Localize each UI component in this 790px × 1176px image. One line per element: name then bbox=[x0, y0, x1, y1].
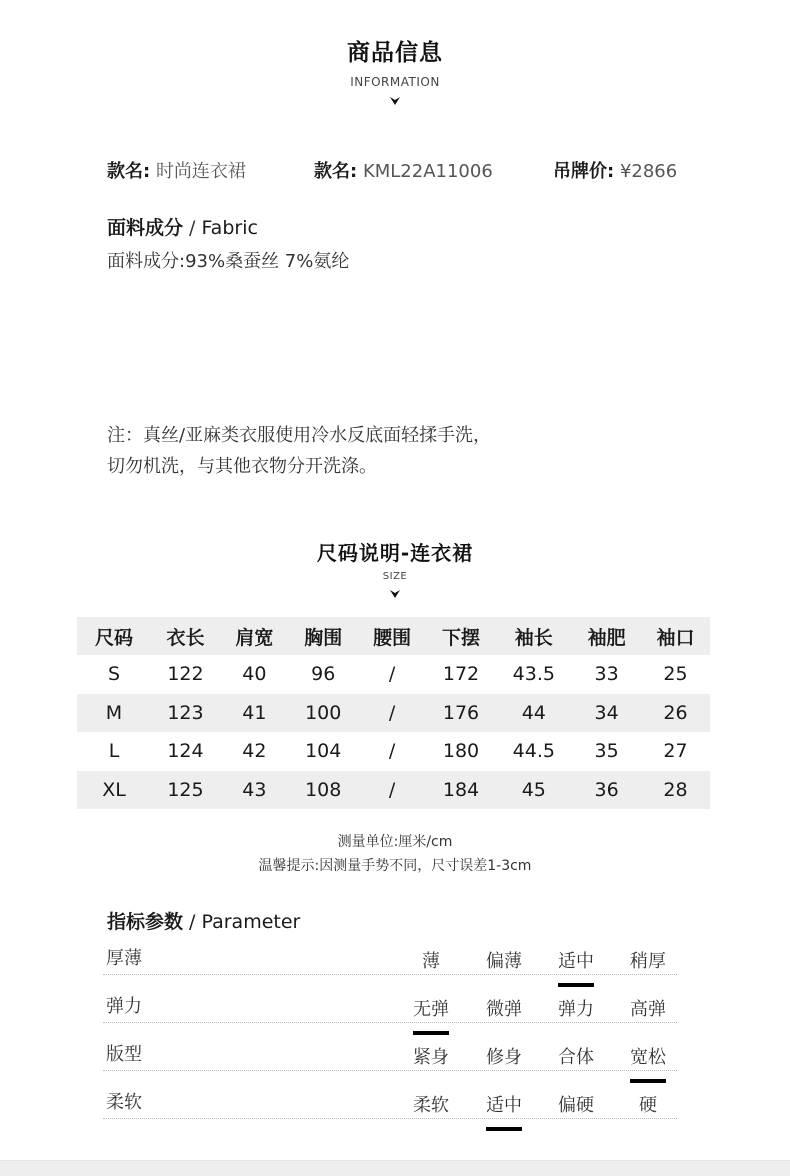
parameter-option-selected: 适中 bbox=[546, 947, 606, 973]
parameter-option: 修身 bbox=[486, 1047, 522, 1068]
bottom-divider-band bbox=[0, 1160, 790, 1176]
fabric-heading bbox=[107, 213, 258, 240]
table-row bbox=[77, 694, 710, 733]
table-cell: 35 bbox=[594, 740, 619, 763]
fabric-composition: 面料成分:93%桑蚕丝 7%氨纶 bbox=[107, 251, 350, 272]
table-cell: 104 bbox=[305, 740, 342, 763]
table-cell: 125 bbox=[167, 778, 204, 801]
info-section-header bbox=[0, 34, 790, 105]
table-cell: 27 bbox=[663, 740, 688, 763]
table-cell: / bbox=[388, 740, 396, 763]
table-cell: 36 bbox=[594, 778, 619, 801]
size-cell: XL bbox=[102, 778, 126, 801]
table-cell: 96 bbox=[311, 663, 336, 686]
parameter-option-selected: 适中 bbox=[474, 1091, 534, 1117]
tag-price-field bbox=[553, 157, 677, 183]
table-cell: 44.5 bbox=[512, 740, 555, 763]
chevron-down-icon bbox=[390, 590, 400, 598]
table-cell: 26 bbox=[663, 701, 688, 724]
parameter-label: 版型 bbox=[106, 1044, 142, 1065]
header-cell: 肩宽 bbox=[235, 626, 274, 649]
table-cell: 42 bbox=[242, 740, 267, 763]
header-cell: 腰围 bbox=[373, 626, 412, 649]
style-name-field bbox=[107, 157, 246, 183]
parameter-label: 弹力 bbox=[106, 996, 142, 1017]
style-name-value: 时尚连衣裙 bbox=[155, 161, 246, 182]
table-cell: 34 bbox=[594, 701, 619, 724]
parameter-option: 偏硬 bbox=[558, 1095, 594, 1116]
table-cell: 100 bbox=[305, 701, 342, 724]
parameter-option: 合体 bbox=[558, 1047, 594, 1068]
table-row bbox=[77, 771, 710, 810]
parameter-option: 紧身 bbox=[413, 1047, 449, 1068]
size-table-header-row bbox=[77, 617, 710, 655]
size-cell: M bbox=[105, 701, 123, 724]
care-note-line-1: 注：真丝/亚麻类衣服使用冷水反底面轻揉手洗， bbox=[107, 425, 492, 446]
table-cell: 184 bbox=[442, 778, 480, 801]
size-section-title: 尺码说明-连衣裙 bbox=[316, 541, 474, 565]
parameter-option: 微弹 bbox=[486, 999, 522, 1020]
style-name-label: 款名: bbox=[107, 161, 151, 182]
table-cell: 122 bbox=[167, 663, 204, 686]
table-cell: 176 bbox=[442, 701, 480, 724]
header-cell: 袖肥 bbox=[587, 626, 626, 649]
fabric-heading-cn: 面料成分 bbox=[107, 217, 184, 239]
measurement-unit: 测量单位:厘米/cm bbox=[337, 834, 453, 850]
parameter-option: 偏薄 bbox=[486, 951, 522, 972]
table-cell: 45 bbox=[521, 778, 546, 801]
header-cell: 下摆 bbox=[442, 626, 481, 649]
tag-price-label: 吊牌价: bbox=[553, 161, 615, 182]
table-cell: 180 bbox=[442, 740, 480, 763]
size-table bbox=[77, 617, 710, 809]
table-row bbox=[77, 655, 710, 694]
size-cell: L bbox=[108, 740, 120, 763]
parameter-option-selected: 无弹 bbox=[401, 995, 461, 1021]
chevron-down-icon bbox=[390, 97, 400, 105]
table-cell: 123 bbox=[167, 701, 204, 724]
care-note bbox=[107, 420, 491, 482]
info-section-title: 商品信息 bbox=[347, 40, 443, 66]
parameter-heading-en: Parameter bbox=[201, 911, 301, 933]
tag-price-value: ¥2866 bbox=[619, 161, 678, 182]
table-cell: 108 bbox=[305, 778, 342, 801]
table-cell: 124 bbox=[167, 740, 204, 763]
parameter-option: 柔软 bbox=[413, 1095, 449, 1116]
parameter-option: 硬 bbox=[639, 1095, 657, 1116]
fabric-heading-en: Fabric bbox=[201, 217, 258, 239]
table-cell: 25 bbox=[663, 663, 688, 686]
table-row bbox=[77, 732, 710, 771]
parameter-row-fit bbox=[103, 1023, 677, 1071]
parameter-heading-sep: / bbox=[183, 911, 202, 933]
measurement-tip: 温馨提示:因测量手势不同，尺寸误差1-3cm bbox=[258, 858, 532, 874]
table-cell: / bbox=[388, 663, 396, 686]
parameter-heading-cn: 指标参数 bbox=[107, 911, 184, 933]
parameter-option: 稍厚 bbox=[630, 951, 666, 972]
parameter-row-softness bbox=[103, 1071, 677, 1119]
info-section-subtitle: INFORMATION bbox=[350, 75, 440, 89]
table-cell: 40 bbox=[242, 663, 267, 686]
header-cell: 袖长 bbox=[514, 626, 553, 649]
table-cell: 43 bbox=[242, 778, 267, 801]
table-cell: 43.5 bbox=[512, 663, 555, 686]
header-cell: 袖口 bbox=[656, 626, 695, 649]
parameter-option: 高弹 bbox=[630, 999, 666, 1020]
care-note-line-2: 切勿机洗，与其他衣物分开洗涤。 bbox=[107, 456, 377, 477]
parameter-option-selected: 宽松 bbox=[618, 1043, 678, 1069]
fabric-heading-sep: / bbox=[183, 217, 202, 239]
table-cell: 172 bbox=[442, 663, 480, 686]
style-code-field bbox=[314, 157, 493, 183]
table-cell: / bbox=[388, 778, 396, 801]
header-cell: 衣长 bbox=[166, 626, 205, 649]
parameter-option: 薄 bbox=[422, 951, 440, 972]
parameter-row-thickness bbox=[103, 927, 677, 975]
parameter-row-elasticity bbox=[103, 975, 677, 1023]
size-section-subtitle: SIZE bbox=[382, 571, 408, 582]
table-cell: 41 bbox=[242, 701, 267, 724]
style-code-value: KML22A11006 bbox=[362, 161, 493, 182]
table-cell: 28 bbox=[663, 778, 688, 801]
header-cell: 胸围 bbox=[304, 626, 343, 649]
parameter-label: 厚薄 bbox=[106, 948, 142, 969]
parameter-option: 弹力 bbox=[558, 999, 594, 1020]
table-cell: / bbox=[388, 701, 396, 724]
header-cell: 尺码 bbox=[94, 626, 133, 649]
table-cell: 33 bbox=[594, 663, 619, 686]
table-cell: 44 bbox=[521, 701, 546, 724]
size-cell: S bbox=[107, 663, 121, 686]
parameter-label: 柔软 bbox=[106, 1092, 142, 1113]
style-code-label: 款名: bbox=[314, 161, 358, 182]
size-section-header bbox=[0, 537, 790, 598]
